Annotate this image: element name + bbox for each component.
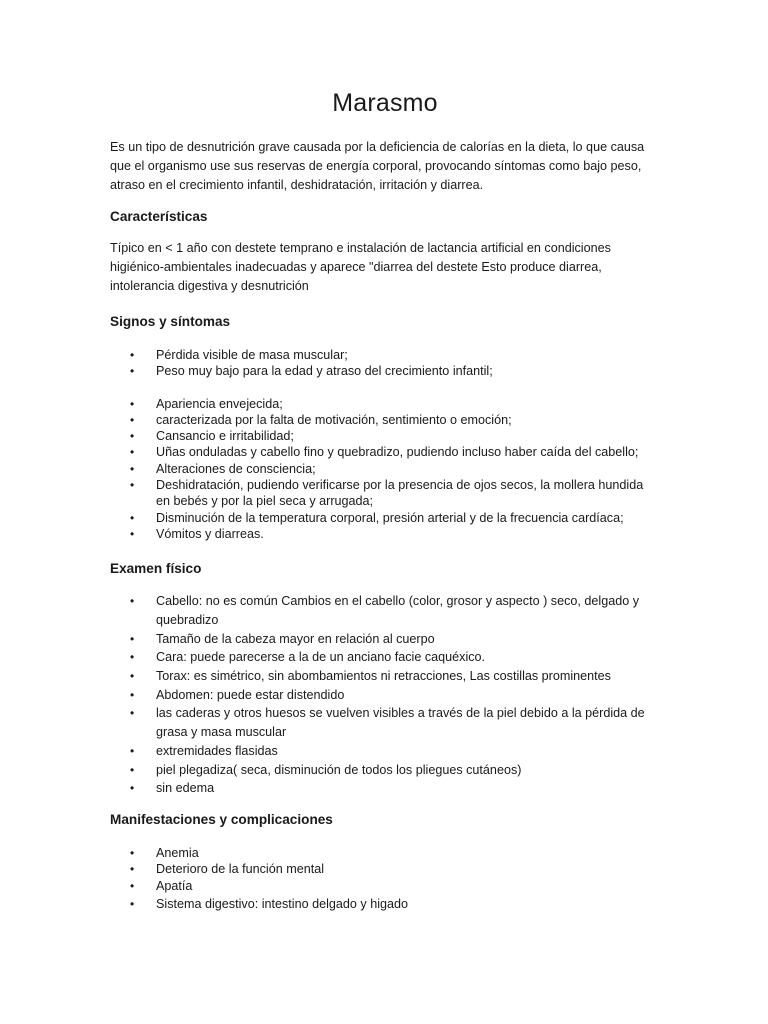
signos-list-1 bbox=[110, 347, 660, 380]
bullet-icon: • bbox=[130, 706, 135, 721]
list-item: • Disminución de la temperatura corporal, presión arterial y de la frecuencia cardíaca; bbox=[130, 510, 624, 525]
bullet-icon: • bbox=[130, 429, 135, 444]
list-item: • Peso muy bajo para la edad y atraso del crecimiento infantil; bbox=[130, 364, 493, 379]
bullet-icon: • bbox=[130, 650, 135, 665]
list-item: • Deshidratación, pudiendo verificarse por la presencia de ojos secos, la mollera hundida en bebés y por la piel seca y arrugada; bbox=[130, 478, 644, 509]
heading-examen: Examen físico bbox=[110, 561, 202, 577]
list-item: • Pérdida visible de masa muscular; bbox=[130, 348, 348, 362]
list-item: • Sistema digestivo: intestino delgado y higado bbox=[130, 896, 409, 911]
bullet-icon: • bbox=[130, 896, 135, 911]
bullet-icon: • bbox=[130, 687, 135, 702]
list-item: • Deterioro de la función mental bbox=[130, 862, 325, 877]
intro-paragraph: Es un tipo de desnutrición grave causada por la deficiencia de calorías en la dieta, lo que causa que el organismo use sus reservas de energía corporal, provocando síntomas como bajo peso, atraso en el crecimiento infantil, deshidratación, irritación y diarrea. bbox=[110, 140, 645, 192]
bullet-icon: • bbox=[130, 478, 135, 493]
list-item: • Vómitos y diarreas. bbox=[130, 526, 264, 541]
bullet-icon: • bbox=[130, 445, 135, 460]
document-page bbox=[110, 86, 660, 912]
bullet-icon: • bbox=[130, 594, 135, 609]
list-item: • Apariencia envejecida; bbox=[130, 396, 283, 411]
bullet-icon: • bbox=[130, 743, 135, 758]
list-item: • Cabello: no es común Cambios en el cabello (color, grosor y aspecto ) seco, delgado y quebradizo bbox=[130, 594, 640, 627]
list-item: • Cansancio e irritabilidad; bbox=[130, 429, 294, 444]
bullet-icon: • bbox=[130, 461, 135, 476]
bullet-icon: • bbox=[130, 631, 135, 646]
page-title: Marasmo bbox=[332, 89, 438, 117]
heading-signos: Signos y síntomas bbox=[110, 314, 231, 329]
examen-list bbox=[110, 592, 660, 798]
bullet-icon: • bbox=[130, 364, 135, 379]
bullet-icon: • bbox=[130, 669, 135, 684]
bullet-icon: • bbox=[130, 348, 135, 362]
caracteristicas-paragraph: Típico en < 1 año con destete temprano e instalación de lactancia artificial en condiciones higiénico-ambientales inadecuadas y aparece "diarrea del destete Esto produce diarrea, intolerancia digestiva y desnutrición bbox=[110, 241, 611, 293]
bullet-icon: • bbox=[130, 878, 135, 893]
heading-caracteristicas: Características bbox=[110, 209, 208, 224]
list-item: • las caderas y otros huesos se vuelven visibles a través de la piel debido a la pérdida de grasa y masa muscular bbox=[130, 706, 645, 740]
list-item: • Apatía bbox=[130, 878, 193, 893]
bullet-icon: • bbox=[130, 762, 135, 777]
list-item: • Tamaño de la cabeza mayor en relación al cuerpo bbox=[110, 630, 660, 649]
list-item: • Abdomen: puede estar distendido bbox=[110, 686, 660, 705]
bullet-icon: • bbox=[130, 412, 135, 427]
list-item: • caracterizada por la falta de motivación, sentimiento o emoción; bbox=[130, 412, 512, 427]
list-item: • Anemia bbox=[130, 846, 199, 860]
bullet-icon: • bbox=[130, 846, 135, 860]
list-item: • Cara: puede parecerse a la de un anciano facie caquéxico. bbox=[110, 648, 660, 667]
list-item: • Torax: es simétrico, sin abombamientos ni retracciones, Las costillas prominentes bbox=[110, 667, 660, 686]
list-item: • extremidades flasidas bbox=[110, 742, 660, 761]
heading-manifestaciones: Manifestaciones y complicaciones bbox=[110, 812, 333, 827]
list-item: • piel plegadiza( seca, disminución de todos los pliegues cutáneos) bbox=[110, 761, 660, 780]
signos-list-2 bbox=[110, 396, 660, 543]
bullet-icon: • bbox=[130, 526, 135, 541]
bullet-icon: • bbox=[130, 862, 135, 877]
manifestaciones-list bbox=[110, 845, 660, 912]
list-item: • Uñas onduladas y cabello fino y quebradizo, pudiendo incluso haber caída del cabello; bbox=[130, 445, 639, 460]
list-item: • Alteraciones de consciencia; bbox=[130, 461, 316, 476]
list-item: • sin edema bbox=[110, 779, 660, 798]
bullet-icon: • bbox=[130, 781, 135, 796]
bullet-icon: • bbox=[130, 396, 135, 411]
bullet-icon: • bbox=[130, 510, 135, 525]
